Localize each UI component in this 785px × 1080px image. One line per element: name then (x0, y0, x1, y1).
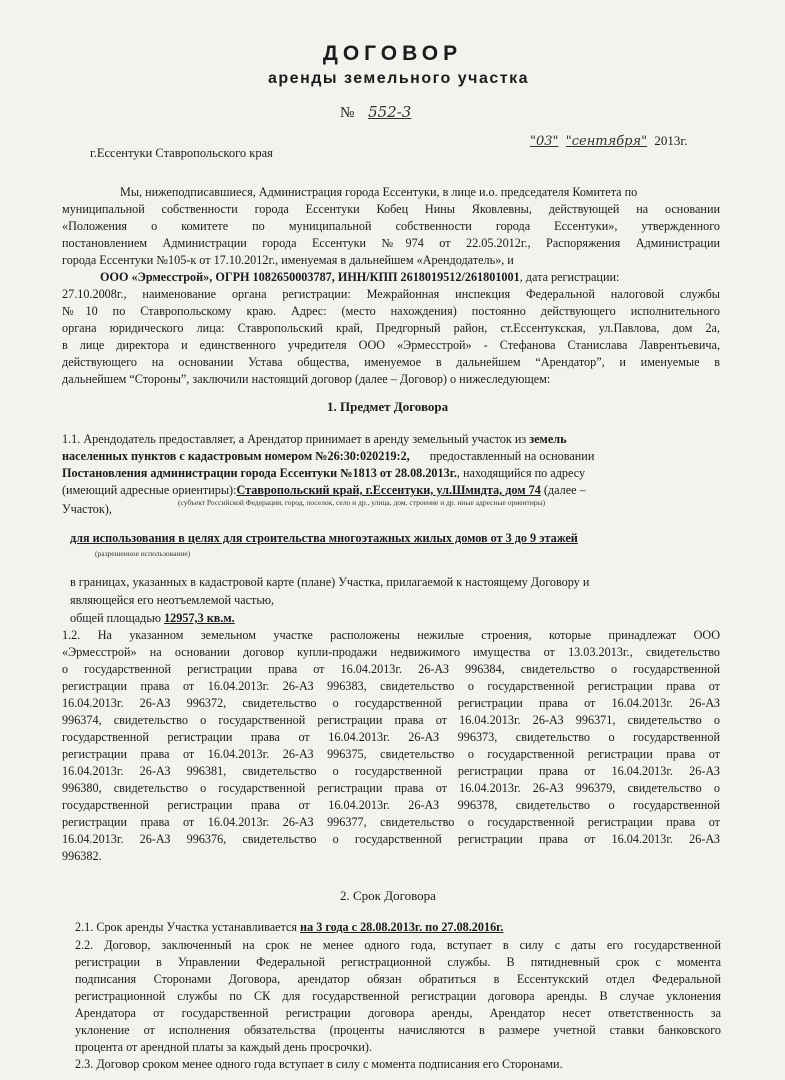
contract-page: ДОГОВОР аренды земельного участка № 552-3 г.Ессентуки Ставропольского края "03" "сентября" 2013г. Мы, нижеподписавшиеся, Администрация города Ессентуки, в лице и.о. председателя Комитета по муниципальной собственности города Ессентуки Кобец Нины Яковлевны, действующей на основании «Положения о комитете по муниципальной собственности города Ессентуки», утвержденного постановлением Администрации города Ессентуки №974 от 22.05.2012г., Распоряжения Администрации города Ессентуки №105-к от 17.10.2012г., именуемая в дальнейшем «Арендодатель», и ООО «Эрмесстрой», ОГРН 1082650003787, ИНН/КПП 2618019512/261801001, дата регистрации: 27.10.2008г., наименование органа регистрации: Межрайонная инспекция Федеральной налоговой службы №10 по Ставропольскому краю. Адрес: (место нахождения) постоянно действующего исполнительного органа юридического лица: Ставропольский край, Предгорный район, ст.Ессентукская, ул.Павлова, дом 2а, в лице директора и единственного учредителя ООО «Эрмесстрой» - Стефанова Станислава Лаврентьевича, действующего на основании Устава общества, именуемое в дальнейшем “Арендатор”, и именуемые в дальнейшем “Стороны”, заключили настоящий договор (далее – Договор) о нижеследующем: 1. Предмет Договора 1.1. Арендодатель предоставляет, а Арендатор принимает в аренду земельный участок из земель населенных пунктов с кадастровым номером №26:30:020219:2, предоставленный на основании Постановления администрации города Ессентуки №1813 от 28.08.2013г., находящийся по адресу (имеющий адресные ориентиры):Ставропольский край, г.Ессентуки, ул.Шмидта, дом 74 (далее – (субъект Российской Федерации, город, поселок, село и др., улица, дом, строение и др. иные адресные ориентиры) Участок), для использования в целях для строительства многоэтажных жилых домов от 3 до 9 этажей (разрешенное использование) в границах, указанных в кадастровой карте (плане) Участка, прилагаемой к настоящему Договору и являющейся его неотъемлемой частью, общей площадью 12957,3 кв.м. 1.2. На указанном земельном участке расположены нежилые строения, которые принадлежат ООО «Эрмесстрой» на основании договор купли-продажи недвижимого имущества от 13.03.2013г., свидетельство о государственной регистрации права от 16.04.2013г. 26-АЗ 996384, свидетельство о государственной регистрации права от 16.04.2013г. 26-АЗ 996383, свидетельство о государственной регистрации права от 16.04.2013г. 26-АЗ 996372, свидетельство о государственной регистрации права от 16.04.2013г. 26-АЗ 996374, свидетельство о государственной регистрации права от 16.04.2013г. 26-АЗ 996371, свидетельство о государственной регистрации права от 16.04.2013г. 26-АЗ 996373, свидетельство о государственной регистрации права от 16.04.2013г. 26-АЗ 996375, свидетельство о государственной регистрации права от 16.04.2013г. 26-АЗ 996381, свидетельство о государственной регистрации права от 16.04.2013г. 26-АЗ 996380, свидетельство о государственной регистрации права от 16.04.2013г. 26-АЗ 996379, свидетельство о государственной регистрации права от 16.04.2013г. 26-АЗ 996378, свидетельство о государственной регистрации права от 16.04.2013г. 26-АЗ 996377, свидетельство о государственной регистрации права от 16.04.2013г. 26-АЗ 996376, свидетельство о государственной регистрации права от 16.04.2013г. 26-АЗ 996382. 2. Срок Договора 2.1. Срок аренды Участка устанавливается на 3 года с 28.08.2013г. по 27.08.2016г. 2.2. Договор, заключенный на срок не менее одного года, вступает в силу с даты его государственной регистрации в Управлении Федеральной регистрационной службы. В пятидневный срок с момента подписания Сторонами Договора, арендатор обязан обратиться в Ессентукский отдел Федеральной регистрационной службы по СК для государственной регистрации договора аренды. В случае уклонения Арендатора от государственной регистрации договора аренды, Арендатор несет ответственность за уклонение от исполнения обязательства (проценты начисляются в размере учетной ставки банковского процента от арендной платы за каждый день просрочки). 2.3. Договор сроком менее одного года вступает в силу с момента подписания его Сторонами. (0, 0, 785, 1080)
preamble-line: действующего на основании Устава общества, именуемое в дальнейшем “Арендатор”, и именуемые в (62, 355, 720, 369)
clause-2-3: 2.3. Договор сроком менее одного года вступает в силу с момента подписания его Сторонами. (75, 1057, 563, 1071)
date-month: "сентября" (565, 134, 648, 149)
preamble-line: Мы, нижеподписавшиеся, Администрация города Ессентуки, в лице и.о. председателя Комитета по (120, 185, 638, 199)
clause-2-1: 2.1. Срок аренды Участка устанавливается на 3 года с 28.08.2013г. по 27.08.2016г. (75, 920, 504, 934)
contract-number-value: 552-3 (368, 103, 412, 121)
preamble-line: «Положения о комитете по муниципальной собственности города Ессентуки», утвержденного (62, 219, 720, 233)
permitted-use-caption: (разрешенное использование) (95, 549, 191, 558)
lease-term: на 3 года с 28.08.2013г. по 27.08.2016г. (300, 920, 504, 934)
address-caption: (субъект Российской Федерации, город, поселок, село и др., улица, дом, строение и др. иные адресные ориентиры) (178, 498, 546, 507)
preamble-line: №10 по Ставропольскому краю. Адрес: (место нахождения) постоянно действующего исполнительного (62, 304, 720, 318)
land-area-value: 12957,3 кв.м. (164, 611, 235, 625)
section-2-heading: 2. Срок Договора (340, 888, 436, 903)
preamble-line: постановлением Администрации города Ессентуки №974 от 22.05.2012г., Распоряжения Администрации (62, 236, 720, 250)
preamble-line: 27.10.2008г., наименование органа регистрации: Межрайонная инспекция Федеральной налоговой службы (62, 287, 720, 301)
date-day: "03" (530, 134, 559, 149)
preamble-line: органа юридического лица: Ставропольский край, Предгорный район, ст.Ессентукская, ул.Павлова, дом 2а, (62, 321, 720, 335)
preamble-line: муниципальной собственности города Ессентуки Кобец Нины Яковлевны, действующей на основании (62, 202, 720, 216)
permitted-use: для использования в целях для строительства многоэтажных жилых домов от 3 до 9 этажей (70, 531, 578, 545)
document-subtitle: аренды земельного участка (268, 70, 529, 87)
number-sign: № (340, 105, 355, 121)
tenant-requisites: ООО «Эрмесстрой», ОГРН 1082650003787, ИНН/КПП 2618019512/261801001 (100, 270, 520, 284)
preamble-line: в лице директора и единственного учредителя ООО «Эрмесстрой» - Стефанова Станислава Лаврентьевича, (62, 338, 720, 352)
land-address: Ставропольский край, г.Ессентуки, ул.Шмидта, дом 74 (236, 483, 541, 497)
contract-date (530, 133, 687, 149)
section-1-heading: 1. Предмет Договора (327, 399, 449, 414)
date-year: 2013г. (654, 133, 688, 148)
preamble-line: ООО «Эрмесстрой», ОГРН 1082650003787, ИНН/КПП 2618019512/261801001, дата регистрации: (100, 270, 620, 284)
contract-number (340, 103, 429, 122)
city: г.Ессентуки Ставропольского края (90, 146, 273, 160)
land-area: общей площадью 12957,3 кв.м. (70, 611, 235, 625)
preamble-line: города Ессентуки №105-к от 17.10.2012г., именуемая в дальнейшем «Арендодатель», и (62, 253, 514, 267)
document-title: ДОГОВОР (322, 42, 463, 65)
preamble-line: дальнейшем “Стороны”, заключили настоящий договор (далее – Договор) о нижеследующем: (62, 372, 551, 386)
